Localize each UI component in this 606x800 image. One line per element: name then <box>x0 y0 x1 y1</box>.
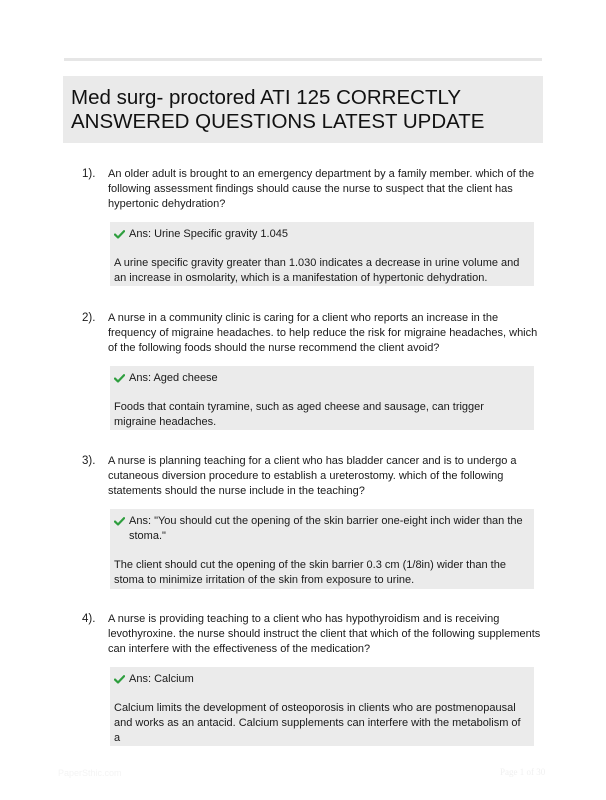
checkmark-icon <box>114 514 126 526</box>
answer-box <box>110 509 534 589</box>
answer-box <box>110 667 534 746</box>
answer-explanation: Calcium limits the development of osteoporosis in clients who are postmenopausal and works as an antacid. Calcium supplements can interfere with the metabolism of a <box>114 702 521 745</box>
footer-watermark: PaperSthic.com <box>58 768 122 778</box>
answer-explanation: The client should cut the opening of the skin barrier 0.3 cm (1/8in) wider than the stoma to minimize irritation of the skin from exposure to urine. <box>114 559 506 587</box>
checkmark-icon <box>114 227 126 239</box>
question-number: 2). <box>82 312 96 324</box>
answer-text: Ans: Calcium <box>129 673 194 685</box>
answer-explanation: A urine specific gravity greater than 1.030 indicates a decrease in urine volume and an increase in osmolarity, which is a manifestation of hypertonic dehydration. <box>114 257 520 285</box>
top-divider <box>64 58 542 61</box>
question-text: A nurse in a community clinic is caring for a client who reports an increase in the frequency of migraine headaches. to help reduce the risk for migraine headaches, which of the following foods should the nurse recommend the client avoid? <box>108 312 538 355</box>
page-indicator: Page 1 of 30 <box>500 767 546 777</box>
question-text: A nurse is providing teaching to a client who has hypothyroidism and is receiving levothyroxine. the nurse should instruct the client that which of the following supplements can interfere with the effectiveness of the medication? <box>108 613 541 656</box>
answer-box <box>110 222 534 286</box>
checkmark-icon <box>114 672 126 684</box>
title-banner <box>63 76 543 143</box>
question-text: An older adult is brought to an emergency department by a family member. which of the following assessment findings should cause the nurse to suspect that the client has hypertonic dehydration? <box>108 168 535 211</box>
answer-text: Ans: "You should cut the opening of the skin barrier one-eight inch wider than the stoma." <box>129 515 523 542</box>
question-number: 3). <box>82 455 96 467</box>
answer-explanation: Foods that contain tyramine, such as aged cheese and sausage, can trigger migraine headaches. <box>114 401 484 429</box>
question-number: 4). <box>82 613 96 625</box>
question-number: 1). <box>82 168 96 180</box>
answer-text: Ans: Aged cheese <box>129 372 218 384</box>
answer-box <box>110 366 534 430</box>
answer-text: Ans: Urine Specific gravity 1.045 <box>129 228 288 240</box>
question-text: A nurse is planning teaching for a client who has bladder cancer and is to undergo a cutaneous diversion procedure to establish a ureterostomy. which of the following statements should the nurse include in the teaching? <box>108 455 517 498</box>
checkmark-icon <box>114 371 126 383</box>
page-title: Med surg- proctored ATI 125 CORRECTLY ANSWERED QUESTIONS LATEST UPDATE <box>71 86 485 133</box>
